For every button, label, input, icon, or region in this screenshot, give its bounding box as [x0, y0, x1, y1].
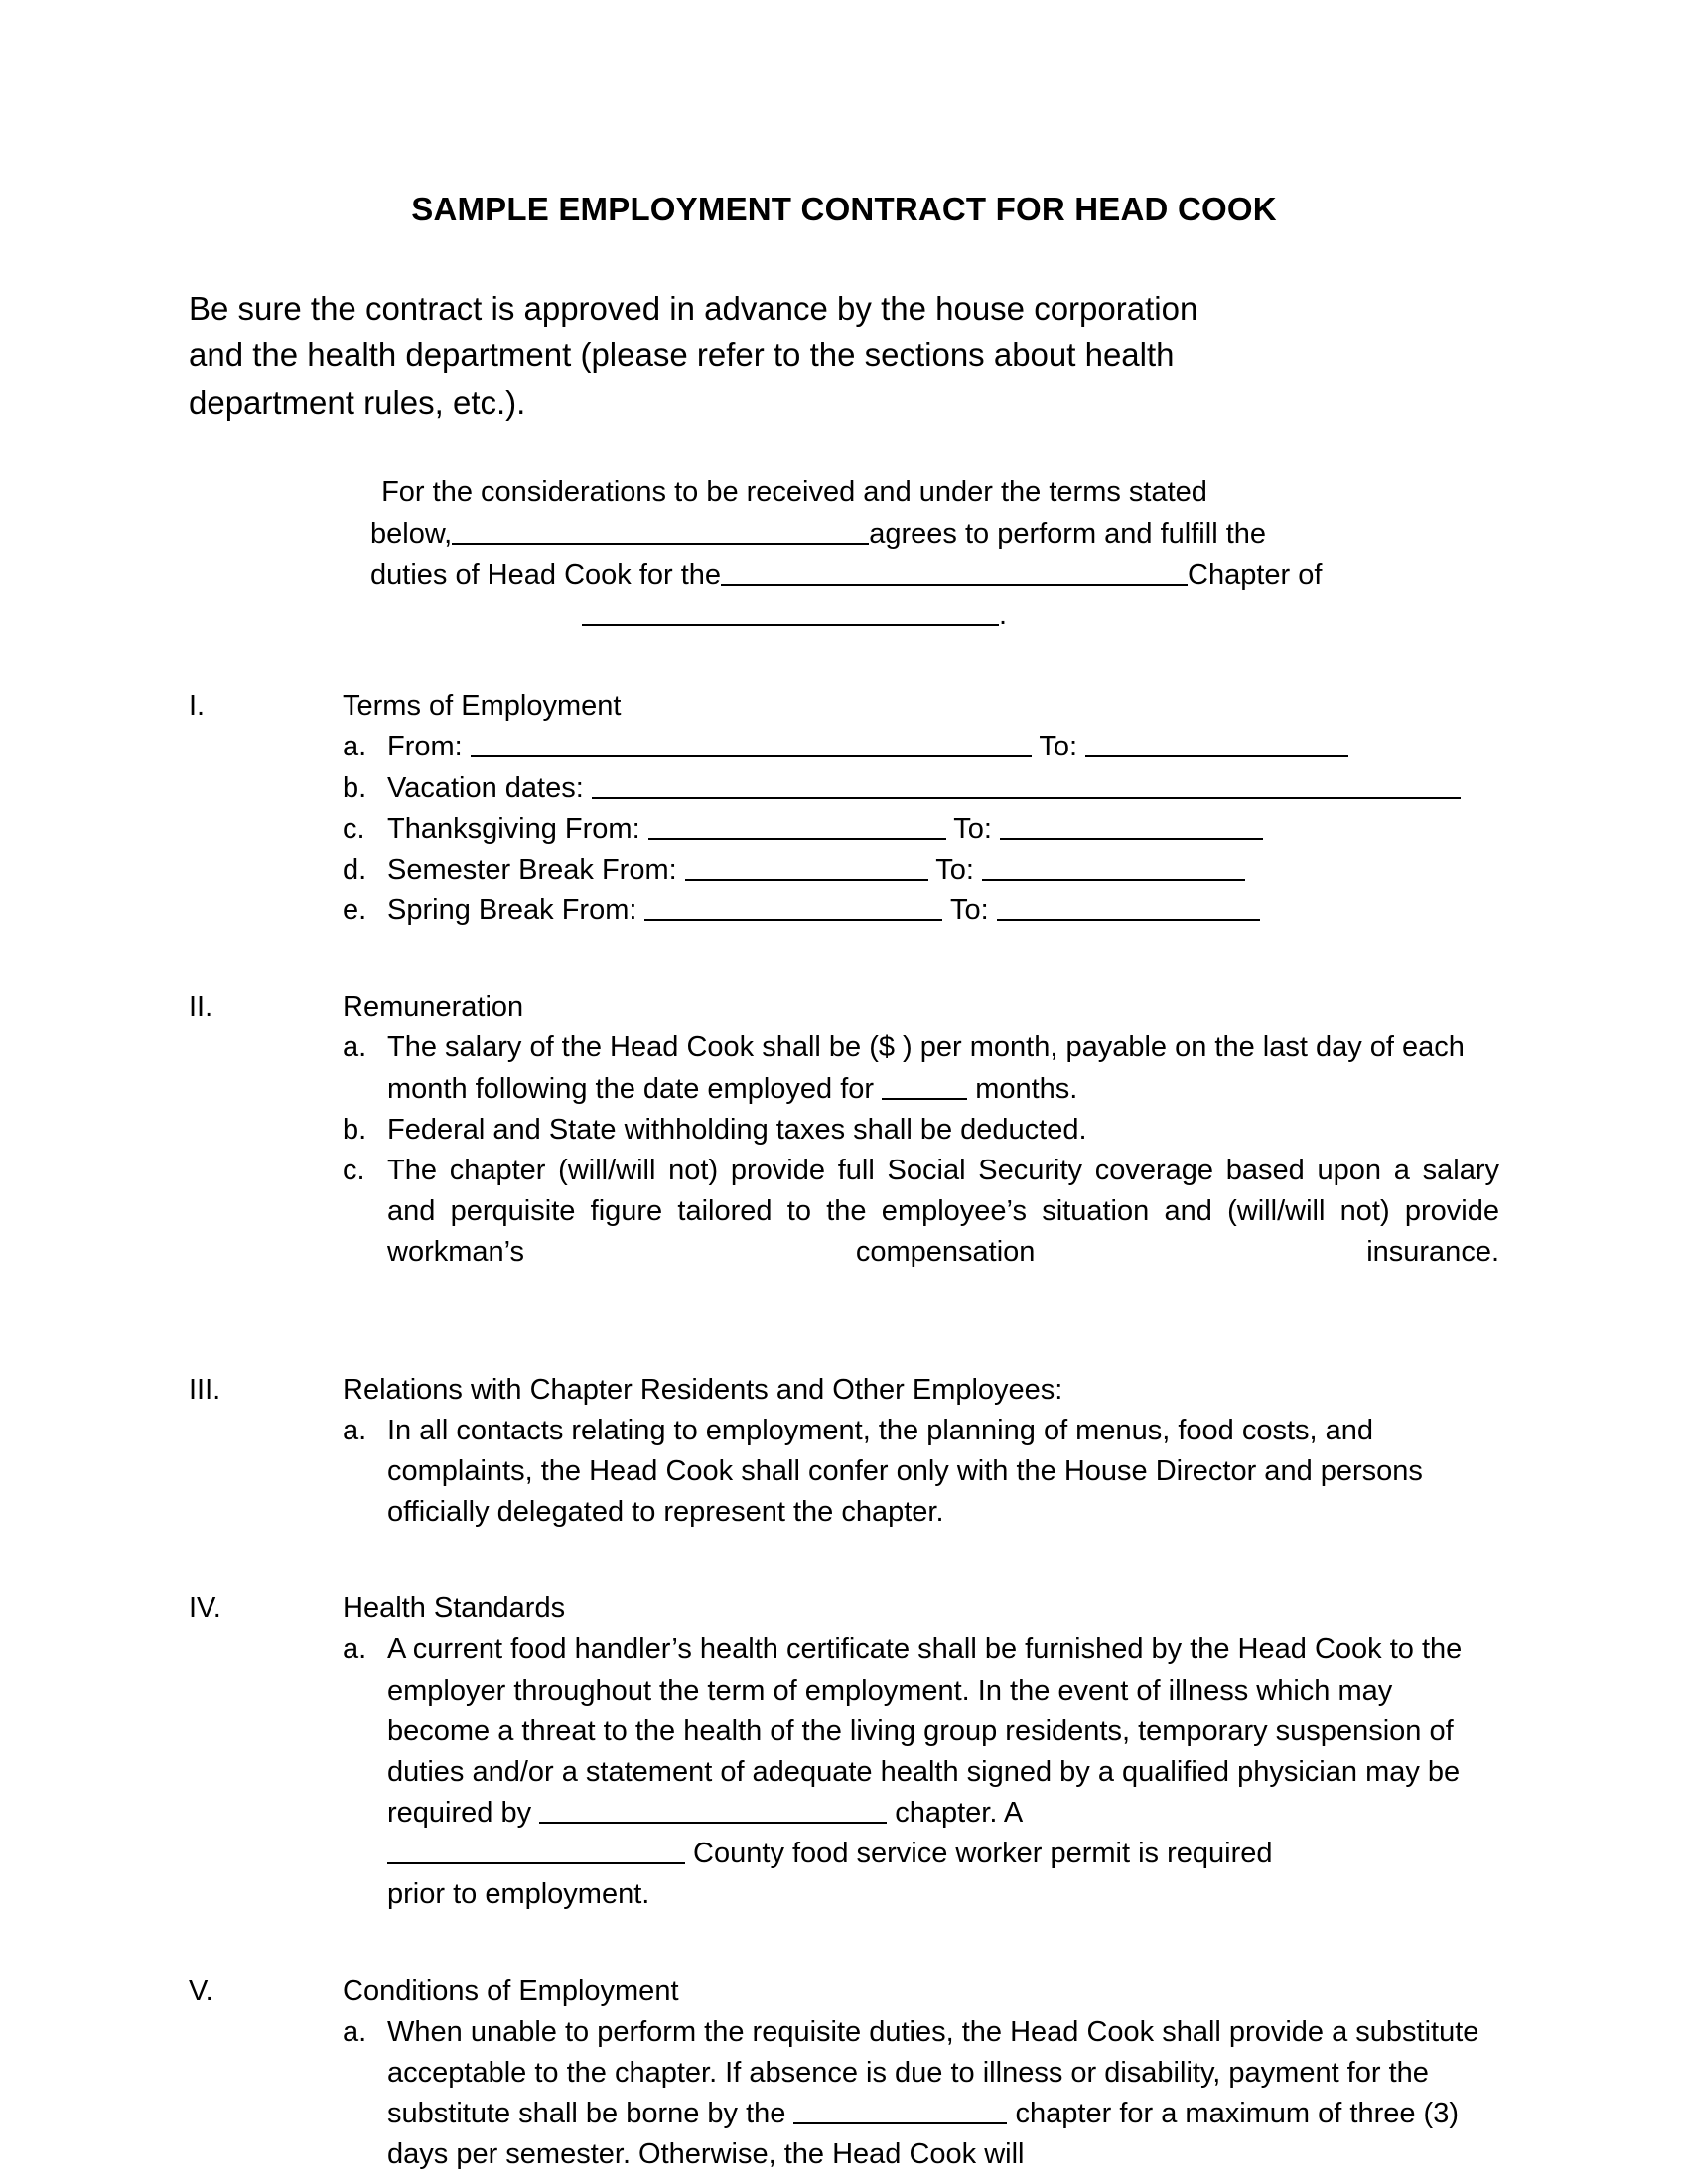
item-letter-c: c.	[343, 812, 365, 845]
item-letter-a: a.	[343, 731, 367, 763]
section-ii-heading	[189, 987, 1499, 1027]
intro-paragraph	[189, 228, 1400, 427]
intro-line-2: and the health department (please refer to the sections about health	[189, 337, 1175, 374]
consideration-line-1: For the considerations to be received and under the terms stated	[381, 477, 1207, 509]
consideration-line-2-pre: below,	[370, 517, 453, 550]
section-ii-title: Remuneration	[343, 991, 524, 1024]
section-ii-numeral: II.	[189, 991, 213, 1024]
item-letter-b: b.	[343, 1113, 367, 1146]
list-item	[189, 1411, 1499, 1534]
section-iv-heading	[189, 1588, 1499, 1629]
list-item	[189, 1629, 1499, 1915]
blank-chapter-substitute[interactable]	[793, 2096, 1007, 2124]
item-body-contacts: In all contacts relating to employment, the planning of menus, food costs, and complaints, the Head Cook shall confer only with the House Director and persons officially delegated to represent the chapter.	[387, 1414, 1423, 1529]
item-body-semester-break	[387, 850, 1499, 890]
item-body-from-to	[387, 727, 1499, 767]
consideration-line-2	[189, 514, 1400, 555]
section-iii-title: Relations with Chapter Residents and Other Employees:	[343, 1373, 1063, 1406]
section-v-title: Conditions of Employment	[343, 1975, 679, 2007]
blank-semester-break-to[interactable]	[982, 852, 1245, 881]
blank-organization[interactable]	[582, 598, 999, 626]
section-v	[189, 1916, 1499, 2176]
blank-spring-break-to[interactable]	[997, 892, 1260, 921]
health-text-part-d: prior to employment.	[387, 1878, 650, 1911]
label-semester-break-from: Semester Break From:	[387, 853, 685, 886]
section-v-heading	[189, 1972, 1499, 2012]
item-letter-e: e.	[343, 894, 367, 927]
label-to: To:	[927, 853, 983, 886]
section-iii-heading	[189, 1370, 1499, 1411]
consideration-line-2-post: agrees to perform and fulfill the	[869, 517, 1267, 550]
conditions-text-part-a: When unable to perform the requisite duties, the Head Cook shall provide a substitute acceptable to the chapter. If absence is due to illness or disability, payment for the substitute shall be borne by the	[387, 2015, 1479, 2130]
item-letter-a: a.	[343, 2015, 367, 2048]
section-iii	[189, 1314, 1499, 1534]
section-i-heading	[189, 686, 1499, 727]
item-letter-d: d.	[343, 853, 367, 886]
section-v-items	[189, 2012, 1499, 2176]
blank-vacation-dates[interactable]	[592, 770, 1461, 799]
list-item	[189, 2012, 1499, 2176]
item-body-vacation-dates	[387, 768, 1499, 809]
section-i-numeral: I.	[189, 690, 206, 723]
section-ii	[189, 931, 1499, 1313]
list-item	[189, 890, 1499, 931]
item-letter-c: c.	[343, 1154, 365, 1186]
conditions-text-part-b: chapter for a maximum of three (3) days per semester. Otherwise, the Head Cook will	[387, 2098, 1459, 2171]
item-letter-a: a.	[343, 1031, 367, 1064]
consideration-line-3-post: Chapter of	[1188, 558, 1323, 591]
salary-text-part-a: The salary of the Head Cook shall be ($ ) per month, payable on the last day of each month following the date employed for	[387, 1031, 1465, 1105]
blank-thanksgiving-to[interactable]	[1000, 811, 1263, 840]
label-to: To:	[1031, 731, 1086, 763]
blank-thanksgiving-from[interactable]	[648, 811, 946, 840]
section-i	[189, 636, 1499, 931]
list-item	[189, 768, 1499, 809]
section-i-title: Terms of Employment	[343, 690, 622, 723]
item-body-thanksgiving	[387, 809, 1499, 850]
consideration-line-4	[189, 596, 1400, 636]
intro-line-1: Be sure the contract is approved in advance by the house corporation	[189, 289, 1198, 327]
section-iv-items	[189, 1629, 1499, 1915]
list-item	[189, 850, 1499, 890]
health-text-part-c: County food service worker permit is required	[685, 1838, 1273, 1870]
section-iii-numeral: III.	[189, 1373, 221, 1406]
label-spring-break-from: Spring Break From:	[387, 894, 645, 927]
section-iv-numeral: IV.	[189, 1592, 221, 1625]
item-body-salary	[387, 1027, 1499, 1109]
label-to: To:	[942, 894, 997, 927]
label-thanksgiving-from: Thanksgiving From:	[387, 812, 648, 845]
item-body-health-certificate	[387, 1629, 1499, 1915]
intro-line-3: department rules, etc.).	[189, 383, 526, 421]
item-body-social-security: The chapter (will/will not) provide full Social Security coverage based upon a salary and perquisite figure tailored to the employee’s situation and (will/will not) provide workman’s compensation insurance.	[387, 1154, 1499, 1269]
section-iv-title: Health Standards	[343, 1592, 566, 1625]
section-iii-items	[189, 1411, 1499, 1534]
list-item	[189, 1151, 1499, 1314]
item-letter-a: a.	[343, 1414, 367, 1446]
page-title: SAMPLE EMPLOYMENT CONTRACT FOR HEAD COOK	[411, 191, 1277, 227]
blank-agreeing-party[interactable]	[452, 516, 869, 545]
blank-county[interactable]	[387, 1837, 685, 1865]
label-vacation-dates: Vacation dates:	[387, 771, 592, 804]
item-letter-b: b.	[343, 771, 367, 804]
blank-semester-break-from[interactable]	[685, 852, 928, 881]
section-ii-items	[189, 1027, 1499, 1313]
list-item	[189, 727, 1499, 767]
list-item	[189, 1027, 1499, 1109]
health-text-part-b: chapter. A	[887, 1797, 1024, 1830]
blank-chapter-physician[interactable]	[539, 1795, 887, 1824]
item-body-spring-break	[387, 890, 1499, 931]
item-body-withholding-taxes: Federal and State withholding taxes shall be deducted.	[387, 1113, 1087, 1146]
blank-chapter-name[interactable]	[721, 557, 1188, 586]
section-i-items	[189, 727, 1499, 931]
blank-from-date[interactable]	[471, 730, 1032, 758]
consideration-line-3	[189, 555, 1400, 596]
blank-spring-break-from[interactable]	[644, 892, 942, 921]
blank-to-date[interactable]	[1085, 730, 1348, 758]
health-text-part-a: A current food handler’s health certificate shall be furnished by the Head Cook to the employer throughout the term of employment. In the event of illness which may become a threat to the health of the living group residents, temporary suspension of duties and/or a statement of adequate health signed by a qualified physician may be required by	[387, 1633, 1463, 1830]
item-body-substitute	[387, 2012, 1499, 2176]
item-letter-a: a.	[343, 1633, 367, 1666]
consideration-line-4-post: .	[998, 600, 1008, 631]
consideration-block	[189, 426, 1400, 636]
salary-text-part-b: months.	[967, 1072, 1078, 1105]
label-to: To:	[945, 812, 1000, 845]
section-v-numeral: V.	[189, 1975, 213, 2007]
consideration-line-3-pre: duties of Head Cook for the	[370, 558, 722, 591]
list-item	[189, 1110, 1499, 1151]
label-from: From:	[387, 731, 471, 763]
document-content	[189, 0, 1499, 2176]
blank-months[interactable]	[882, 1071, 967, 1100]
section-iv	[189, 1533, 1499, 1915]
list-item	[189, 809, 1499, 850]
